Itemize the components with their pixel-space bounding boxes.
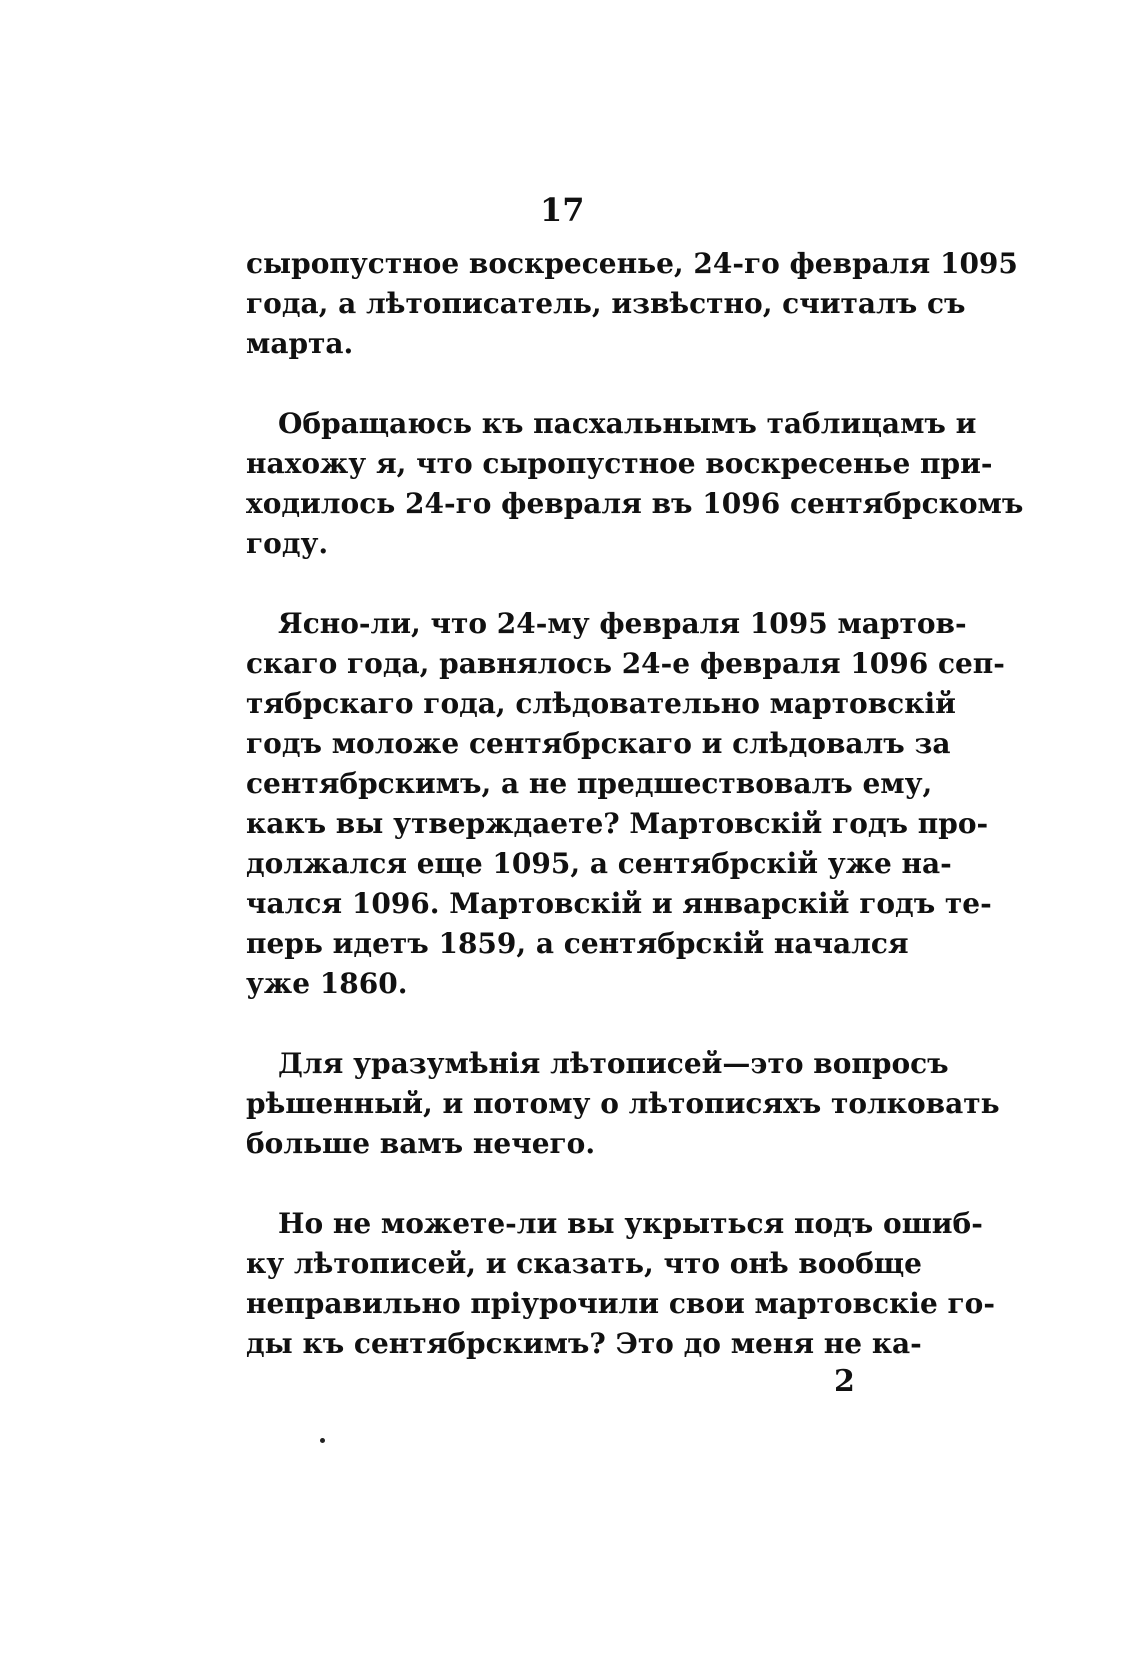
text-line: нахожу я, что сыропустное воскресенье при- (246, 447, 993, 480)
text-line: ку лѣтописей, и сказать, что онѣ вообще (246, 1247, 922, 1280)
text-line: Но не можете-ли вы укрыться подъ ошиб- (278, 1207, 983, 1240)
text-line: больше вамъ нечего. (246, 1127, 596, 1160)
text-line: Обращаюсь къ пасхальнымъ таблицамъ и (278, 407, 977, 440)
text-line: чался 1096. Мартовскій и январскій годъ те- (246, 887, 992, 920)
text-line: должался еще 1095, а сентябрскій уже на- (246, 847, 952, 880)
text-line: перь идетъ 1859, а сентябрскій начался (246, 927, 909, 960)
text-line: неправильно пріурочили свои мартовскіе го- (246, 1287, 995, 1320)
text-line: уже 1860. (246, 967, 408, 1000)
text-line: ходилось 24-го февраля въ 1096 сентябрскомъ (246, 487, 1024, 520)
ink-speck (320, 1438, 325, 1443)
text-line: марта. (246, 327, 354, 360)
text-line: ды къ сентябрскимъ? Это до меня не ка- (246, 1327, 922, 1360)
text-line: сентябрскимъ, а не предшествовалъ ему, (246, 767, 933, 800)
text-line: году. (246, 527, 329, 560)
text-line: тябрскаго года, слѣдовательно мартовскій (246, 687, 956, 720)
text-line: сыропустное воскресенье, 24-го февраля 1095 (246, 247, 1018, 280)
signature-mark: 2 (834, 1364, 855, 1399)
text-line: Ясно-ли, что 24-му февраля 1095 мартов- (278, 607, 967, 640)
text-line: рѣшенный, и потому о лѣтописяхъ толковать (246, 1087, 1000, 1120)
text-line: Для уразумѣнія лѣтописей—это вопросъ (278, 1047, 949, 1080)
page-number: 17 (540, 191, 585, 229)
text-line: скаго года, равнялось 24-е февраля 1096 сеп- (246, 647, 1005, 680)
text-line: какъ вы утверждаете? Мартовскій годъ про- (246, 807, 989, 840)
text-line: года, а лѣтописатель, извѣстно, считалъ съ (246, 287, 966, 320)
text-line: годъ моложе сентябрскаго и слѣдовалъ за (246, 727, 951, 760)
